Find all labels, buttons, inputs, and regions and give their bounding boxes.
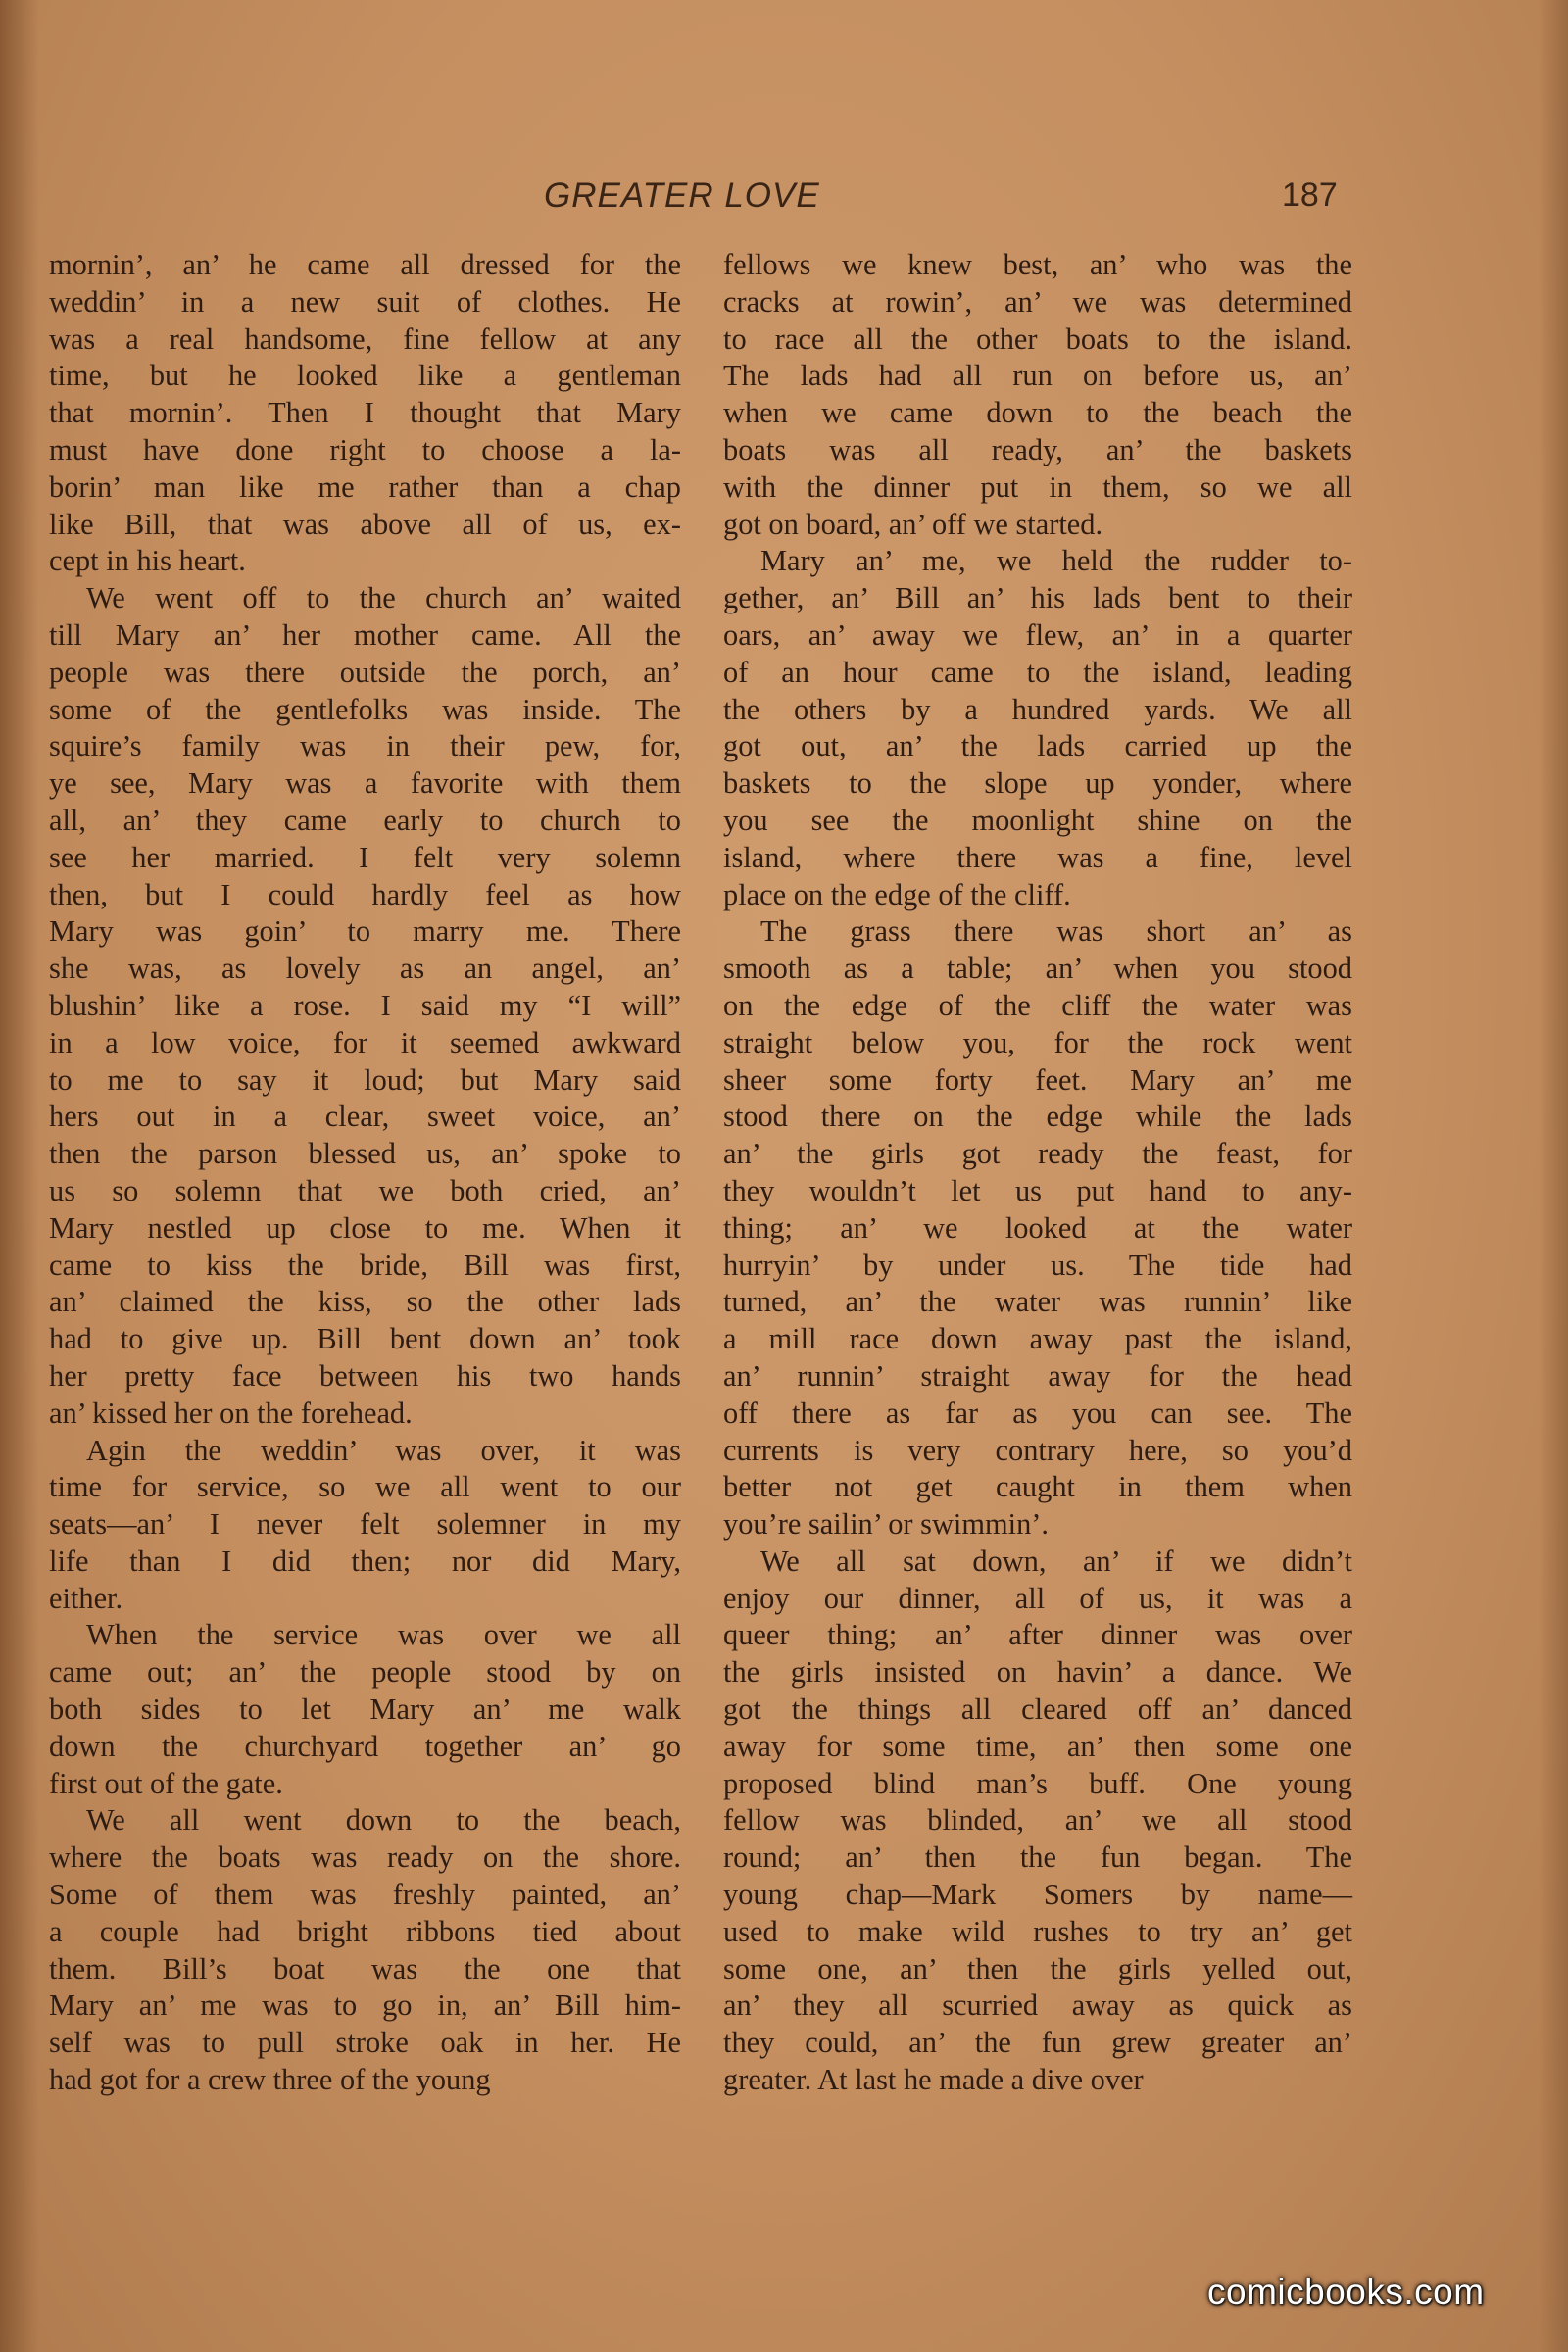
text-line: see her married. I felt very solemn	[49, 840, 681, 874]
text-line: her pretty face between his two hands	[49, 1358, 681, 1393]
text-line: you’re sailin’ or swimmin’.	[723, 1507, 1049, 1542]
text-line: ye see, Mary was a favorite with them	[49, 766, 681, 801]
text-line: weddin’ in a new suit of clothes. He	[49, 284, 681, 318]
text-line: hers out in a clear, sweet voice, an’	[49, 1100, 681, 1134]
text-line: away for some time, an’ then some one	[723, 1729, 1352, 1763]
text-line: to race all the other boats to the island.	[723, 321, 1352, 356]
text-line: an’ kissed her on the forehead.	[49, 1396, 413, 1430]
text-line: people was there outside the porch, an’	[49, 655, 681, 689]
text-line: proposed blind man’s buff. One young	[723, 1766, 1352, 1800]
text-line: baskets to the slope up yonder, where	[723, 766, 1352, 801]
text-line: life than I did then; nor did Mary,	[49, 1544, 681, 1578]
text-line: in a low voice, for it seemed awkward	[49, 1025, 681, 1059]
text-line: where the boats was ready on the shore.	[49, 1840, 681, 1875]
text-line: enjoy our dinner, all of us, it was a	[723, 1581, 1352, 1615]
text-line: then, but I could hardly feel as how	[49, 877, 681, 911]
text-line: she was, as lovely as an angel, an’	[49, 952, 681, 986]
text-line: seats—an’ I never felt solemner in my	[49, 1507, 681, 1542]
text-line: currents is very contrary here, so you’d	[723, 1433, 1352, 1467]
text-line: Mary nestled up close to me. When it	[49, 1210, 681, 1245]
text-line: a mill race down away past the island,	[723, 1322, 1352, 1356]
text-line: blushin’ like a rose. I said my “I will”	[49, 988, 681, 1022]
text-line: all, an’ they came early to church to	[49, 803, 681, 837]
text-line: hurryin’ by under us. The tide had	[723, 1248, 1352, 1282]
page-edge-shadow	[1539, 0, 1568, 2352]
text-line: they could, an’ the fun grew greater an’	[723, 2026, 1352, 2060]
text-line: borin’ man like me rather than a chap	[49, 469, 681, 504]
text-line: you see the moonlight shine on the	[723, 803, 1352, 837]
text-line: Some of them was freshly painted, an’	[49, 1878, 681, 1912]
text-line: both sides to let Mary an’ me walk	[49, 1692, 681, 1727]
text-line: to me to say it loud; but Mary said	[49, 1062, 681, 1097]
text-line: was a real handsome, fine fellow at any	[49, 321, 681, 356]
text-line: time for service, so we all went to our	[49, 1470, 681, 1504]
text-line: had got for a crew three of the young	[49, 2063, 491, 2097]
text-line: that mornin’. Then I thought that Mary	[49, 396, 681, 430]
text-line: round; an’ then the fun began. The	[723, 1840, 1352, 1875]
running-head	[0, 176, 1568, 225]
text-line: Mary was goin’ to marry me. There	[49, 914, 681, 949]
page-number: 187	[1282, 176, 1338, 214]
text-line: had to give up. Bill bent down an’ took	[49, 1322, 681, 1356]
text-line: then the parson blessed us, an’ spoke to	[49, 1137, 681, 1171]
text-line: boats was all ready, an’ the baskets	[723, 432, 1352, 466]
text-line: them. Bill’s boat was the one that	[49, 1951, 681, 1985]
text-line: squire’s family was in their pew, for,	[49, 729, 681, 763]
text-line: till Mary an’ her mother came. All the	[49, 617, 681, 652]
text-line: got on board, an’ off we started.	[723, 507, 1103, 541]
text-line: Mary an’ me, we held the rudder to-	[760, 544, 1352, 578]
text-line: off there as far as you can see. The	[723, 1396, 1352, 1430]
text-line: like Bill, that was above all of us, ex-	[49, 507, 681, 541]
site-watermark: comicbooks.com	[1207, 2272, 1485, 2312]
text-line: place on the edge of the cliff.	[723, 877, 1071, 911]
text-line: an’ the girls got ready the feast, for	[723, 1137, 1352, 1171]
text-line: a couple had bright ribbons tied about	[49, 1914, 681, 1948]
text-line: greater. At last he made a dive over	[723, 2063, 1144, 2097]
text-line: used to make wild rushes to try an’ get	[723, 1914, 1352, 1948]
text-line: an’ claimed the kiss, so the other lads	[49, 1285, 681, 1319]
text-line: with the dinner put in them, so we all	[723, 469, 1352, 504]
text-line: We all sat down, an’ if we didn’t	[760, 1544, 1352, 1578]
text-line: The grass there was short an’ as	[760, 914, 1352, 949]
text-line: of an hour came to the island, leading	[723, 655, 1352, 689]
text-line: cept in his heart.	[49, 544, 246, 578]
text-line: some of the gentlefolks was inside. The	[49, 692, 681, 726]
text-line: The lads had all run on before us, an’	[723, 359, 1352, 393]
text-line: We all went down to the beach,	[86, 1803, 681, 1838]
right-text-column	[723, 247, 1352, 2099]
text-line: time, but he looked like a gentleman	[49, 359, 681, 393]
left-text-column	[49, 247, 681, 2099]
text-line: they wouldn’t let us put hand to any-	[723, 1173, 1352, 1207]
text-line: first out of the gate.	[49, 1766, 283, 1800]
text-line: stood there on the edge while the lads	[723, 1100, 1352, 1134]
text-line: got out, an’ the lads carried up the	[723, 729, 1352, 763]
text-line: smooth as a table; an’ when you stood	[723, 952, 1352, 986]
text-line: thing; an’ we looked at the water	[723, 1210, 1352, 1245]
text-line: Mary an’ me was to go in, an’ Bill him-	[49, 1988, 681, 2023]
text-line: cracks at rowin’, an’ we was determined	[723, 284, 1352, 318]
text-line: When the service was over we all	[86, 1618, 681, 1652]
text-line: straight below you, for the rock went	[723, 1025, 1352, 1059]
text-line: us so solemn that we both cried, an’	[49, 1173, 681, 1207]
text-line: mornin’, an’ he came all dressed for the	[49, 248, 681, 281]
text-line: better not get caught in them when	[723, 1470, 1352, 1504]
text-line: came out; an’ the people stood by on	[49, 1655, 681, 1690]
text-line: oars, an’ away we flew, an’ in a quarter	[723, 617, 1352, 652]
text-line: self was to pull stroke oak in her. He	[49, 2026, 681, 2060]
text-line: sheer some forty feet. Mary an’ me	[723, 1062, 1352, 1097]
text-line: down the churchyard together an’ go	[49, 1729, 681, 1763]
text-line: either.	[49, 1581, 123, 1615]
text-line: some one, an’ then the girls yelled out,	[723, 1951, 1352, 1985]
text-line: an’ they all scurried away as quick as	[723, 1988, 1352, 2023]
page-edge-shadow	[0, 0, 39, 2352]
text-line: came to kiss the bride, Bill was first,	[49, 1248, 681, 1282]
text-line: queer thing; an’ after dinner was over	[723, 1618, 1352, 1652]
text-line: Agin the weddin’ was over, it was	[86, 1433, 681, 1467]
text-line: island, where there was a fine, level	[723, 840, 1352, 874]
text-line: We went off to the church an’ waited	[86, 581, 681, 615]
text-line: fellows we knew best, an’ who was the	[723, 248, 1352, 281]
running-title: GREATER LOVE	[544, 176, 820, 215]
text-line: when we came down to the beach the	[723, 396, 1352, 430]
text-line: young chap—Mark Somers by name—	[723, 1878, 1352, 1912]
text-line: the others by a hundred yards. We all	[723, 692, 1352, 726]
text-line: must have done right to choose a la-	[49, 432, 681, 466]
text-line: gether, an’ Bill an’ his lads bent to their	[723, 581, 1352, 615]
text-line: got the things all cleared off an’ danced	[723, 1692, 1352, 1727]
text-line: on the edge of the cliff the water was	[723, 988, 1352, 1022]
text-line: turned, an’ the water was runnin’ like	[723, 1285, 1352, 1319]
text-line: an’ runnin’ straight away for the head	[723, 1358, 1352, 1393]
text-line: fellow was blinded, an’ we all stood	[723, 1803, 1352, 1838]
text-line: the girls insisted on havin’ a dance. We	[723, 1655, 1352, 1690]
